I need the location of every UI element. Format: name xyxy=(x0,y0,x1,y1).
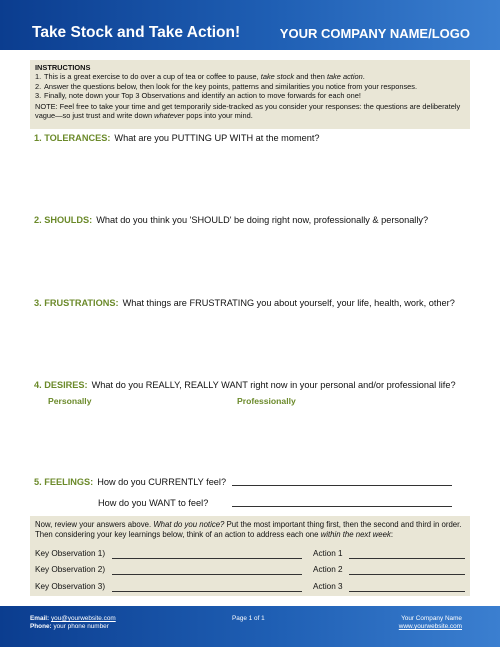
action-line[interactable] xyxy=(349,574,465,575)
question-text: What are you PUTTING UP WITH at the moment? xyxy=(114,133,320,143)
action-line[interactable] xyxy=(349,591,465,592)
feelings-want-question: How do you WANT to feel? xyxy=(98,498,209,508)
observation-line[interactable] xyxy=(112,591,302,592)
observation-label: Key Observation 2) xyxy=(35,565,106,574)
website-link[interactable]: www.yourwebsite.com xyxy=(398,623,462,630)
observation-line[interactable] xyxy=(112,558,302,559)
instructions-heading: INSTRUCTIONS xyxy=(35,63,91,72)
question-label: 3. FRUSTRATIONS: xyxy=(34,298,119,308)
question-text: What do you REALLY, REALLY WANT right now in your personal and/or professional life? xyxy=(91,380,456,390)
company-logo-placeholder: YOUR COMPANY NAME/LOGO xyxy=(279,26,470,41)
action-label: Action 2 xyxy=(313,565,343,574)
action-label: Action 3 xyxy=(313,582,343,591)
footer-company xyxy=(399,615,462,631)
review-instructions: Now, review your answers above. What do you notice? Put the most important thing first, then the second and third in order. Then considering your key learnings below, think of an action to address each one within the next week: xyxy=(35,520,462,539)
email-link[interactable]: you@yourwebsite.com xyxy=(50,615,116,622)
instructions-list xyxy=(35,72,465,100)
instructions-box xyxy=(30,60,470,129)
footer-company-name: Your Company Name xyxy=(401,615,462,622)
instruction-item: 3. Finally, note down your Top 3 Observations and identify an action to move forwards for each one! xyxy=(35,91,361,101)
question-text: What things are FRUSTRATING you about yourself, your life, health, work, other? xyxy=(122,298,455,308)
desires-personally-label: Personally xyxy=(48,396,92,406)
observation-label: Key Observation 3) xyxy=(35,582,106,591)
instruction-item: 2. Answer the questions below, then look for the key points, patterns and similarities you notice from your responses. xyxy=(35,81,418,91)
question-label: 5. FEELINGS: xyxy=(34,477,94,487)
footer-contact: Email: you@yourwebsite.com Phone: your phone number xyxy=(30,615,116,630)
question-label: 2. SHOULDS: xyxy=(34,215,93,225)
question-feelings xyxy=(34,477,226,487)
question-desires xyxy=(34,380,456,390)
desires-professionally-label: Professionally xyxy=(237,396,296,406)
observation-label: Key Observation 1) xyxy=(35,549,106,558)
review-box xyxy=(30,516,470,596)
observation-line[interactable] xyxy=(112,574,302,575)
instructions-note: NOTE: Feel free to take your time and get temporarily side-tracked as you consider your responses: the questions are deliberately vague—so just trust and write down whatever pops into your mind. xyxy=(35,101,461,121)
question-text: What do you think you 'SHOULD' be doing right now, professionally & personally? xyxy=(96,215,429,225)
question-label: 4. DESIRES: xyxy=(34,380,88,390)
instruction-item: 1. This is a great exercise to do over a cup of tea or coffee to pause, take stock and then take action. xyxy=(35,72,365,82)
question-tolerances xyxy=(34,133,319,143)
page-title: Take Stock and Take Action! xyxy=(32,24,241,41)
feelings-current-answer-line[interactable] xyxy=(232,485,452,486)
action-line[interactable] xyxy=(349,558,465,559)
page-number: Page 1 of 1 xyxy=(232,615,265,622)
question-shoulds xyxy=(34,215,428,225)
question-label: 1. TOLERANCES: xyxy=(34,133,111,143)
action-label: Action 1 xyxy=(313,549,343,558)
feelings-want-answer-line[interactable] xyxy=(232,506,452,507)
page-header xyxy=(0,0,500,50)
page-footer xyxy=(0,606,500,647)
question-text: How do you CURRENTLY feel? xyxy=(97,477,227,487)
question-frustrations xyxy=(34,298,455,308)
phone-number: your phone number xyxy=(53,623,109,630)
